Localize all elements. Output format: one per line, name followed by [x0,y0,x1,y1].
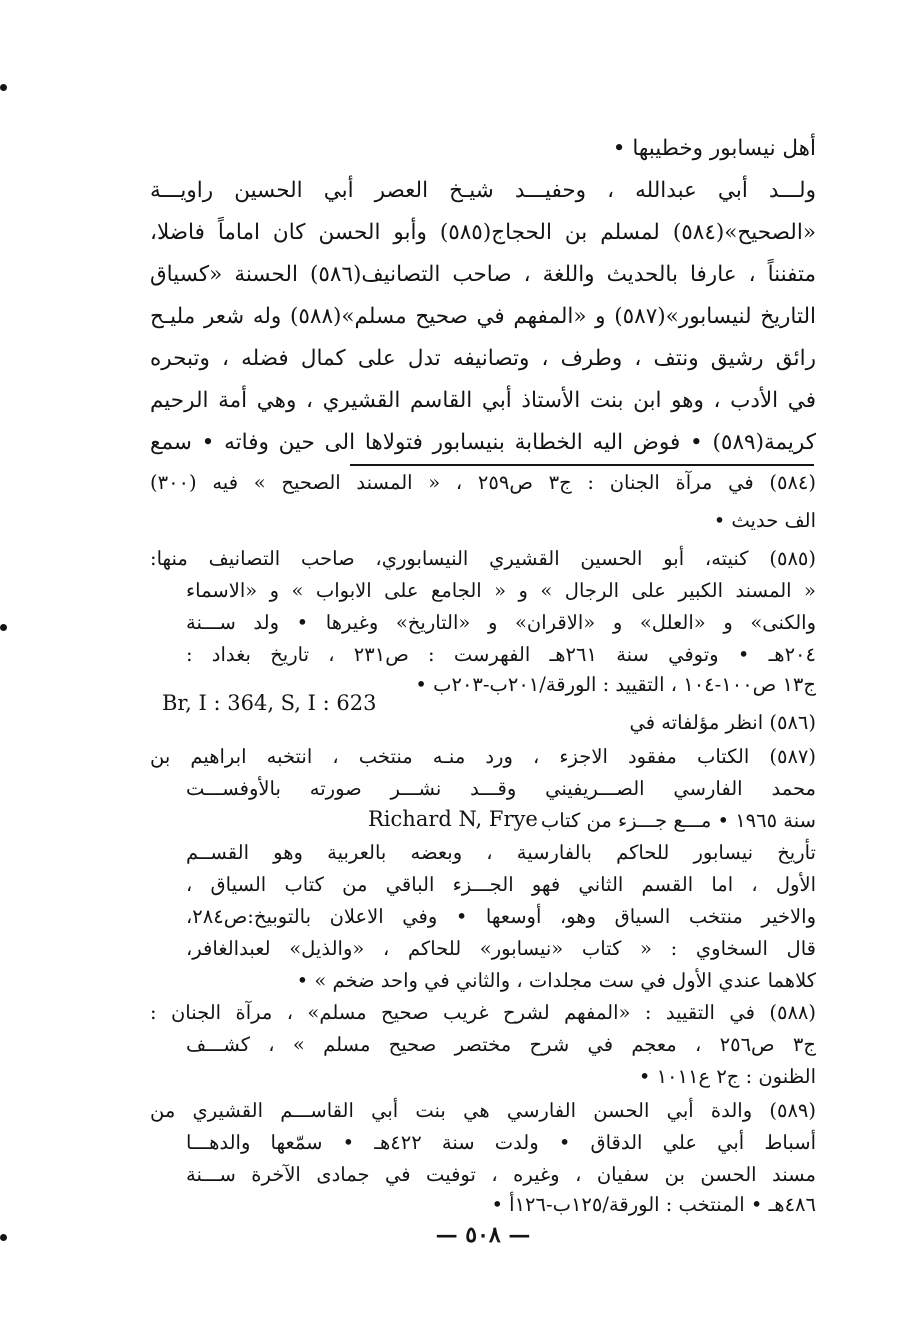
footnote-line: والاخير منتخب السياق وهو، أوسعها • وفي الاعلان بالتوبيخ:ص٢٨٤، [186,905,816,928]
body-line: كريمة(٥٨٩) • فوض اليه الخطابة بنيسابور فتولاها الى حين وفاته • سمع [150,430,816,455]
body-line: في الأدب ، وهو ابن بنت الأستاذ أبي القاسم القشيري ، وهي أمة الرحيم [150,388,816,413]
latin-reference: Br, I : 364, S, I : 623 [162,691,377,715]
footnote-line: الف حديث • [713,509,816,532]
footnote-line: سنة ١٩٦٥ • مـــع جـــزء من كتاب [540,809,816,832]
footnote-line: تأريخ نيسابور للحاكم بالفارسية ، وبعضه بالعربية وهو القســم [186,841,816,864]
footnote-line: (٥٨٨) في التقييد : «المفهم لشرح غريب صحيح مسلم» ، مرآة الجنان : [150,1001,816,1024]
body-line: «الصحيح»(٥٨٤) لمسلم بن الحجاج(٥٨٥) وأبو الحسن كان اماماً فاضلا، [150,220,816,245]
footnote-line: (٥٨٦) انظر مؤلفاته في [629,711,816,734]
footnote-line: والكنى» و «العلل» و «الاقران» و «التاريخ» وغيرها • ولد ســـنة [186,611,816,634]
footnote-separator [350,464,814,466]
footnote-line: « المسند الكبير على الرجال » و « الجامع على الابواب » و «الاسماء [186,579,816,602]
footnote-line: ج١٣ ص١٠٠-١٠٤ ، التقييد : الورقة/٢٠١ب-٢٠٣ب • [415,673,816,696]
footnote-line: (٥٨٥) كنيته، أبو الحسين القشيري النيسابوري، صاحب التصانيف منها: [150,547,816,570]
body-line: متفنناً ، عارفا بالحديث واللغة ، صاحب التصانيف(٥٨٦) الحسنة «كسياق [150,262,817,287]
footnote-line: (٥٨٤) في مرآة الجنان : ج٣ ص٢٥٩ ، « المسند الصحيح » فيه (٣٠٠) [150,471,816,494]
footnote-line: (٥٨٩) والدة أبي الحسن الفارسي هي بنت أبي القاســـم القشيري من [150,1099,816,1122]
book-page [150,118,817,1248]
footnote-line: الأول ، اما القسم الثاني فهو الجـــزء الباقي من كتاب السياق ، [186,873,816,896]
footnote-line: ج٣ ص٢٥٦ ، معجم في شرح مختصر صحيح مسلم » ، كشـــف [186,1033,816,1056]
body-line: رائق رشيق ونتف ، وطرف ، وتصانيفه تدل على كمال فضله ، وتبحره [150,346,816,371]
footnote-line: محمد الفارسي الصـــريفيني وقـــد نشـــر صورته بالأوفســـت [186,777,816,800]
footnote-line: أسباط أبي علي الدقاق • ولدت سنة ٤٢٢هـ • سمّعها والدهـــا [186,1131,816,1154]
latin-author-name: Richard N, Frye [368,807,538,831]
footnote-line: ٤٨٦هـ • المنتخب : الورقة/١٢٥ب-١٢٦أ • [491,1193,816,1216]
page-number: — ٥٠٨ — [435,1222,531,1248]
body-line: ولـــد أبي عبدالله ، وحفيـــد شيـخ العصر أبي الحسين راويـــة [150,178,816,203]
body-line: التاريخ لنيسابور»(٥٨٧) و «المفهم في صحيح مسلم»(٥٨٨) وله شعر مليـح [150,304,816,329]
section-heading: أهل نيسابور وخطيبها • [612,136,816,161]
margin-mark [0,1234,7,1241]
footnote-line: الظنون : ج٢ ع١٠١١ • [638,1065,816,1088]
margin-mark [0,624,7,631]
footnote-line: ٢٠٤هـ • وتوفي سنة ٢٦١هـ الفهرست : ص٢٣١ ، تاريخ بغداد : [186,643,816,666]
footnote-line: قال السخاوي : « كتاب «نيسابور» للحاكم ، «والذيل» لعبدالغافر، [186,937,816,960]
footnote-line: (٥٨٧) الكتاب مفقود الاجزء ، ورد منـه منتخب ، انتخبه ابراهيم بن [150,745,816,768]
margin-mark [0,84,7,91]
footnote-line: مسند الحسن بن سفيان ، وغيره ، توفيت في جمادى الآخرة ســـنة [186,1163,816,1186]
footnote-line: كلاهما عندي الأول في ست مجلدات ، والثاني في واحد ضخم » • [296,969,816,992]
